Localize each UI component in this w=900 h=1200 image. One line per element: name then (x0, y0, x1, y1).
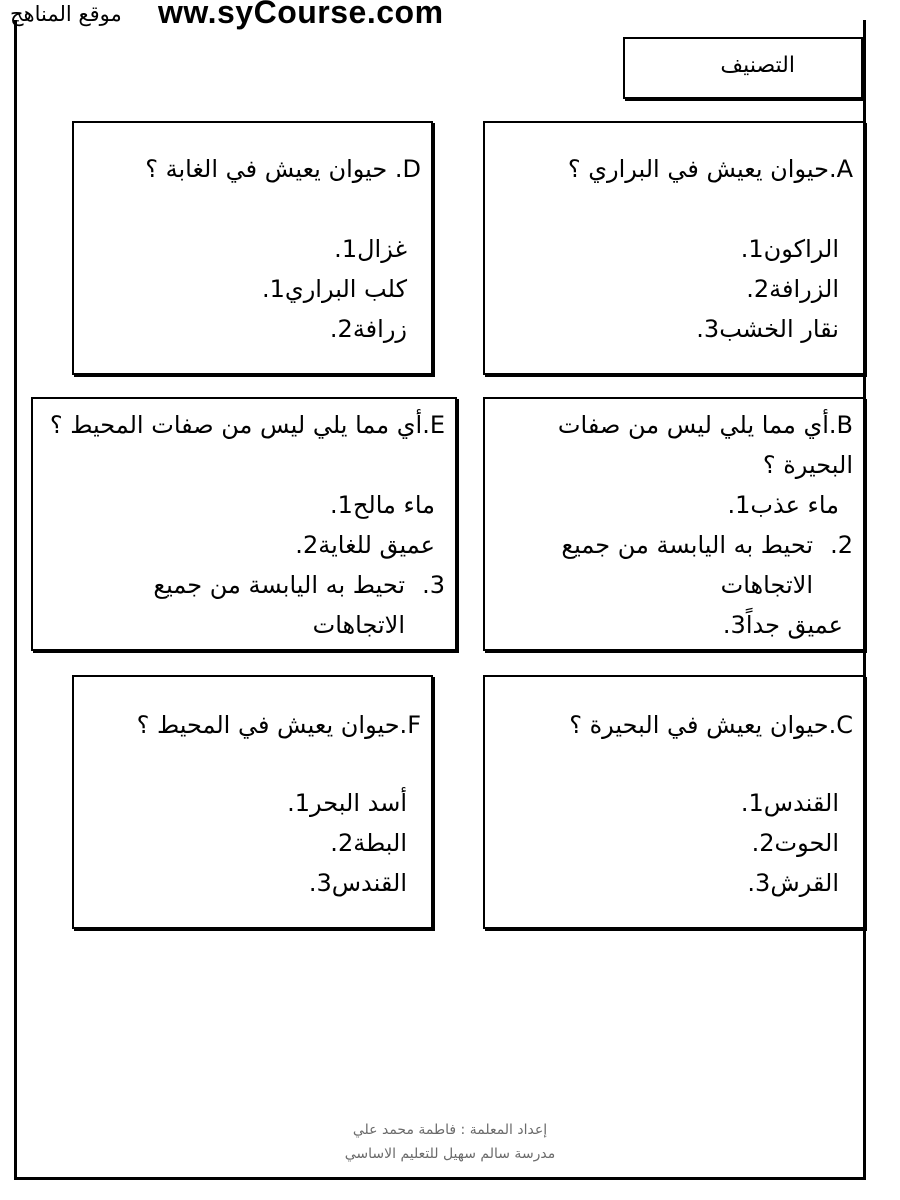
question-d: D. حيوان يعيش في الغابة ؟ (145, 155, 421, 183)
page-title: التصنيف (720, 53, 795, 78)
site-url[interactable]: ww.syCourse.com (158, 0, 444, 30)
question-a: A.حيوان يعيش في البراري ؟ (567, 155, 853, 183)
option-c-1: القندس1. (740, 789, 839, 817)
option-d-1: غزال1. (334, 235, 407, 263)
question-b: B.أي مما يلي ليس من صفات البحيرة ؟ (557, 411, 853, 479)
card-f (72, 675, 433, 929)
option-d-3: زرافة2. (329, 315, 407, 343)
option-d-2: كلب البراري1. (262, 275, 407, 303)
option-b-2: 2. تحيط به اليابسة من جميع الاتجاهات (561, 531, 853, 599)
card-b (483, 397, 865, 651)
option-f-2: البطة2. (330, 829, 407, 857)
card-a (483, 121, 865, 375)
question-c: C.حيوان يعيش في البحيرة ؟ (569, 711, 853, 739)
option-a-1: الراكون1. (740, 235, 839, 263)
option-f-1: أسد البحر1. (287, 789, 407, 817)
question-e: E.أي مما يلي ليس من صفات المحيط ؟ (49, 411, 445, 439)
footer-school: مدرسة سالم سهيل للتعليم الاساسي (344, 1146, 556, 1162)
option-a-3: نقار الخشب3. (696, 315, 839, 343)
option-c-3: القرش3. (747, 869, 839, 897)
footer-author: إعداد المعلمة : فاطمة محمد علي (352, 1122, 548, 1138)
option-e-2: عميق للغاية2. (295, 531, 435, 559)
option-c-2: الحوت2. (751, 829, 839, 857)
card-c (483, 675, 865, 929)
card-e (31, 397, 457, 651)
option-b-1: ماء عذب1. (727, 491, 839, 519)
option-b-3: عميق جداً3. (722, 611, 843, 639)
option-f-3: القندس3. (308, 869, 407, 897)
question-f: F.حيوان يعيش في المحيط ؟ (136, 711, 421, 739)
card-d (72, 121, 433, 375)
option-a-2: الزرافة2. (746, 275, 839, 303)
option-e-3: 3. تحيط به اليابسة من جميع الاتجاهات (153, 571, 445, 639)
site-name: موقع المناهج (10, 2, 122, 26)
option-e-1: ماء مالح1. (330, 491, 435, 519)
title-box (623, 37, 863, 99)
